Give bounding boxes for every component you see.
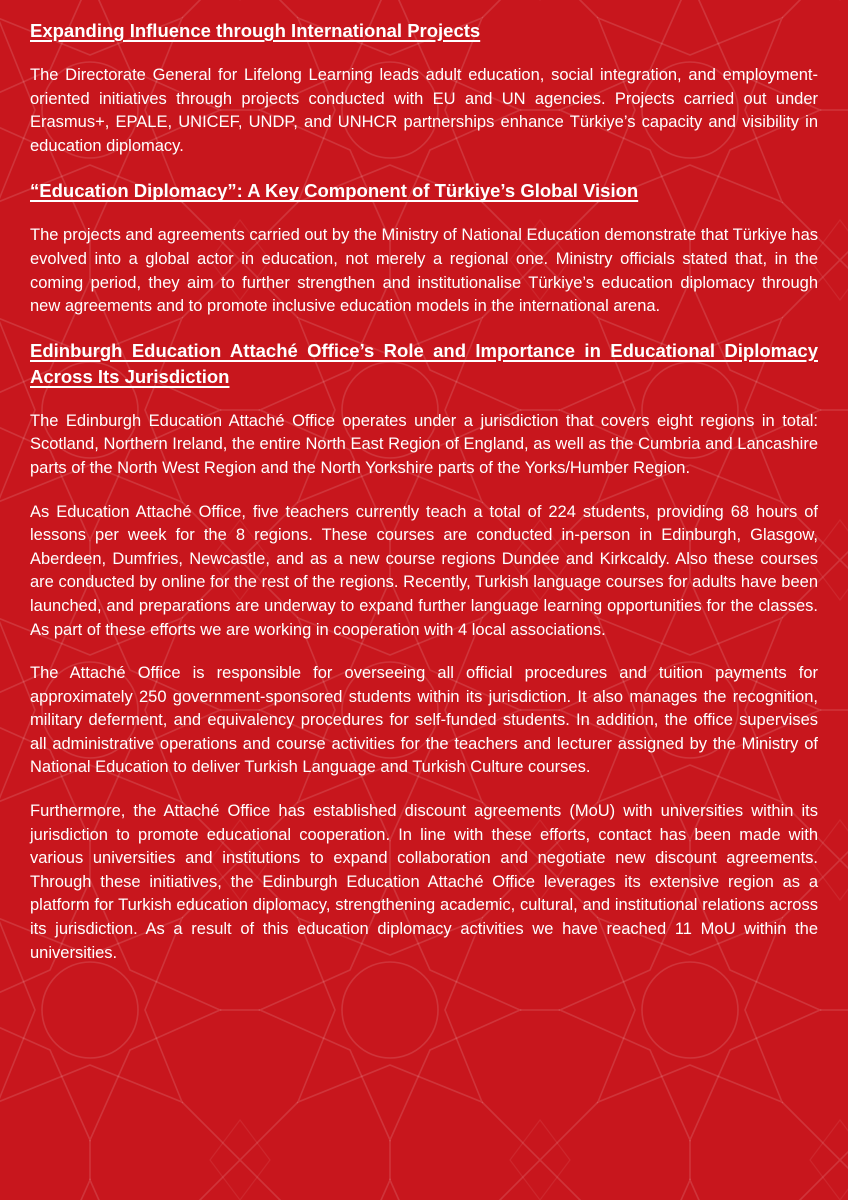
paragraph-courses: As Education Attaché Office, five teachers currently teach a total of 224 students, providing 68 hours of lessons per week for the 8 regions. These courses are conducted in-person in Edinburgh, Glasgow, Aberdeen, Dumfries, Newcastle, and as a new course regions Dundee and Kirkcaldy. Also these courses are conducted by online for the rest of the regions. Recently, Turkish language courses for adults have been launched, and preparations are underway to expand further language learning opportunities for the classes. As part of these efforts we are working in cooperation with 4 local associations.	[30, 502, 818, 639]
paragraph-responsibilities: The Attaché Office is responsible for overseeing all official procedures and tuition payments for approximately 250 government-sponsored students within its jurisdiction. It also manages the recognition, military deferment, and equivalency procedures for self-funded students. In addition, the office supervises all administrative operations and course activities for the teachers and lecturer assigned by the Ministry of National Education to deliver Turkish Language and Turkish Culture courses.	[30, 664, 818, 777]
paragraph-international-projects: The Directorate General for Lifelong Learning leads adult education, social integration, and employment-oriented initiatives through projects conducted with EU and UN agencies. Projects carried out under Erasmus+, EPALE, UNICEF, UNDP, and UNHCR partnerships enhance Türkiye’s capacity and visibility in education diplomacy.	[30, 66, 818, 155]
document-body	[30, 18, 818, 965]
section-heading-education-diplomacy: “Education Diplomacy”: A Key Component of Türkiye’s Global Vision	[30, 180, 639, 202]
paragraph-mou-agreements: Furthermore, the Attaché Office has established discount agreements (MoU) with universities within its jurisdiction to promote educational cooperation. In line with these efforts, contact has been made with various universities and institutions to expand collaboration and negotiate new discount agreements. Through these initiatives, the Edinburgh Education Attaché Office leverages its extensive region as a platform for Turkish education diplomacy, strengthening academic, cultural, and institutional relations across its jurisdiction. As a result of this education diplomacy activities we have reached 11 MoU within the universities.	[30, 802, 818, 962]
section-heading-international-projects: Expanding Influence through International Projects	[30, 20, 481, 41]
paragraph-education-diplomacy: The projects and agreements carried out by the Ministry of National Education demonstrate that Türkiye has evolved into a global actor in education, not merely a regional one. Ministry officials stated that, in the coming period, they aim to further strengthen and institutionalise Türkiye’s education diplomacy through new agreements and to promote inclusive education models in the international arena.	[30, 226, 818, 316]
section-heading-edinburgh-attache-office: Edinburgh Education Attaché Office’s Role and Importance in Educational Diplomacy Across Its Jurisdiction	[30, 339, 818, 387]
paragraph-jurisdiction: The Edinburgh Education Attaché Office operates under a jurisdiction that covers eight regions in total: Scotland, Northern Ireland, the entire North East Region of England, as well as the Cumbria and Lancashire parts of the North West Region and the North Yorkshire parts of the Yorks/Humber Region.	[30, 411, 818, 477]
